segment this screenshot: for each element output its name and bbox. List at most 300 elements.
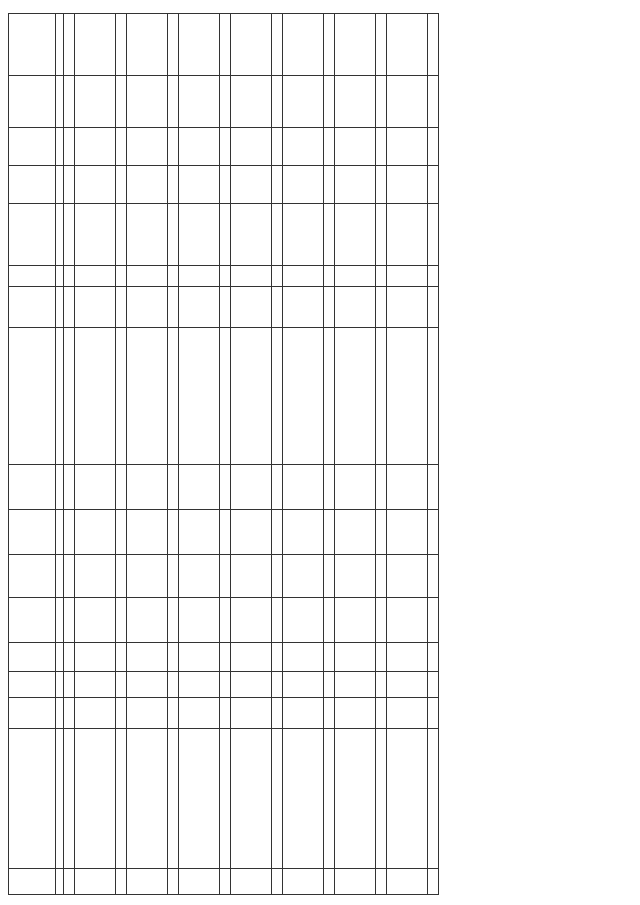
table-row [64, 14, 75, 895]
table-cell [376, 166, 387, 204]
table-cell [376, 643, 387, 671]
table-row [75, 14, 116, 895]
table-cell [179, 128, 220, 166]
table-cell [387, 697, 428, 728]
table-cell [387, 327, 428, 465]
column-header [9, 868, 56, 894]
table-cell [127, 555, 168, 598]
table-cell [168, 166, 179, 204]
table-cell [231, 555, 272, 598]
table-cell [387, 555, 428, 598]
table-cell [335, 166, 376, 204]
table-cell [75, 166, 116, 204]
table-cell [376, 728, 387, 868]
table-cell [179, 671, 220, 697]
table-cell [335, 465, 376, 510]
table-cell [64, 75, 75, 127]
table-cell [64, 697, 75, 728]
table-cell [220, 75, 231, 127]
table-cell [116, 14, 127, 76]
table-cell [283, 868, 324, 894]
table-cell [272, 728, 283, 868]
column-header [9, 287, 56, 327]
table-cell [64, 14, 75, 76]
table-cell [272, 671, 283, 697]
table-cell [220, 643, 231, 671]
table-cell [75, 75, 116, 127]
table-cell [116, 643, 127, 671]
column-header [9, 265, 56, 286]
column-number [56, 265, 64, 286]
table-cell [168, 671, 179, 697]
table-cell [387, 465, 428, 510]
table-cell [428, 510, 439, 555]
table-cell [428, 465, 439, 510]
column-header [9, 728, 56, 868]
column-header [9, 14, 56, 76]
table-cell [324, 14, 335, 76]
table-cell [168, 728, 179, 868]
table-cell [324, 510, 335, 555]
table-cell [324, 671, 335, 697]
table-cell [428, 128, 439, 166]
table-cell [231, 868, 272, 894]
table-cell [64, 555, 75, 598]
table-cell [324, 204, 335, 266]
column-header [9, 697, 56, 728]
table-cell [127, 697, 168, 728]
table-row [283, 14, 324, 895]
table-cell [387, 868, 428, 894]
table-cell [168, 555, 179, 598]
table-cell [428, 728, 439, 868]
table-cell [127, 465, 168, 510]
table-cell [127, 128, 168, 166]
table-cell [272, 75, 283, 127]
table-cell [376, 555, 387, 598]
table-cell [387, 265, 428, 286]
table-cell [64, 327, 75, 465]
table-cell [220, 598, 231, 643]
column-number [56, 598, 64, 643]
table-cell [283, 697, 324, 728]
table-cell [376, 868, 387, 894]
table-cell [168, 598, 179, 643]
table-cell [168, 265, 179, 286]
column-number-row [56, 14, 64, 895]
table-cell [335, 204, 376, 266]
table-cell [283, 465, 324, 510]
table-cell [376, 598, 387, 643]
table-cell [64, 265, 75, 286]
table-cell [75, 555, 116, 598]
table-cell [387, 598, 428, 643]
table-cell [168, 75, 179, 127]
table-cell [179, 728, 220, 868]
table-cell [324, 327, 335, 465]
table-cell [387, 287, 428, 327]
table-cell [324, 265, 335, 286]
table-cell [179, 697, 220, 728]
table-cell [428, 555, 439, 598]
table-cell [324, 128, 335, 166]
table-cell [179, 14, 220, 76]
table-cell [116, 287, 127, 327]
table-cell [376, 75, 387, 127]
table-cell [220, 510, 231, 555]
table-cell [335, 327, 376, 465]
table-cell [179, 75, 220, 127]
column-number [56, 510, 64, 555]
table-cell [324, 643, 335, 671]
table-cell [376, 287, 387, 327]
table-cell [283, 671, 324, 697]
table-cell [231, 287, 272, 327]
table-cell [127, 728, 168, 868]
table-cell [335, 697, 376, 728]
table-cell [168, 128, 179, 166]
table-cell [324, 166, 335, 204]
table-row [127, 14, 168, 895]
table-cell [179, 287, 220, 327]
table-cell [283, 598, 324, 643]
table-cell [75, 465, 116, 510]
table-cell [272, 598, 283, 643]
table-cell [75, 728, 116, 868]
table-cell [387, 128, 428, 166]
column-number [56, 128, 64, 166]
table-cell [220, 555, 231, 598]
table-cell [220, 287, 231, 327]
table-cell [116, 555, 127, 598]
table-cell [335, 728, 376, 868]
column-number [56, 75, 64, 127]
table-cell [116, 166, 127, 204]
table-cell [168, 697, 179, 728]
table-cell [283, 14, 324, 76]
table-cell [220, 128, 231, 166]
table-cell [231, 510, 272, 555]
table-cell [272, 643, 283, 671]
table-cell [376, 697, 387, 728]
table-cell [283, 75, 324, 127]
table-cell [428, 598, 439, 643]
table-cell [272, 166, 283, 204]
table-cell [64, 465, 75, 510]
table-cell [127, 14, 168, 76]
column-header [9, 598, 56, 643]
table-cell [64, 287, 75, 327]
table-cell [231, 265, 272, 286]
table-cell [75, 14, 116, 76]
table-cell [272, 204, 283, 266]
table-cell [272, 510, 283, 555]
table-cell [64, 728, 75, 868]
table-cell [428, 671, 439, 697]
table-cell [64, 128, 75, 166]
table-cell [179, 166, 220, 204]
table-cell [428, 868, 439, 894]
table-row [231, 14, 272, 895]
table-cell [283, 128, 324, 166]
table-cell [127, 598, 168, 643]
table-cell [335, 868, 376, 894]
table-cell [272, 128, 283, 166]
table-cell [231, 75, 272, 127]
table-cell [231, 728, 272, 868]
table-cell [387, 510, 428, 555]
table-cell [116, 327, 127, 465]
table-cell [127, 287, 168, 327]
column-number [56, 555, 64, 598]
table-cell [127, 671, 168, 697]
table-cell [116, 465, 127, 510]
table-cell [168, 868, 179, 894]
table-cell [272, 555, 283, 598]
table-row [272, 14, 283, 895]
table-cell [428, 204, 439, 266]
table-cell [231, 598, 272, 643]
table-cell [116, 510, 127, 555]
column-number [56, 465, 64, 510]
table-cell [75, 204, 116, 266]
table-cell [335, 287, 376, 327]
table-cell [231, 327, 272, 465]
table-cell [428, 75, 439, 127]
table-cell [231, 14, 272, 76]
table-cell [168, 465, 179, 510]
table-cell [220, 204, 231, 266]
table-cell [283, 287, 324, 327]
column-header [9, 204, 56, 266]
column-header [9, 555, 56, 598]
table-cell [127, 868, 168, 894]
table-cell [116, 75, 127, 127]
table-cell [283, 166, 324, 204]
table-cell [324, 728, 335, 868]
table-cell [335, 75, 376, 127]
table-cell [324, 697, 335, 728]
table-cell [127, 166, 168, 204]
table-cell [428, 287, 439, 327]
table-cell [75, 510, 116, 555]
table-cell [335, 14, 376, 76]
table-cell [179, 598, 220, 643]
table-cell [387, 643, 428, 671]
table-cell [272, 327, 283, 465]
table-cell [220, 671, 231, 697]
table-cell [272, 265, 283, 286]
column-header [9, 510, 56, 555]
table-body [64, 14, 439, 895]
table-cell [75, 327, 116, 465]
table-cell [272, 287, 283, 327]
table-cell [116, 598, 127, 643]
table-cell [116, 728, 127, 868]
table-cell [231, 697, 272, 728]
table-cell [335, 598, 376, 643]
table-row [324, 14, 335, 895]
table-cell [75, 643, 116, 671]
column-number [56, 287, 64, 327]
table-cell [335, 510, 376, 555]
column-number [56, 14, 64, 76]
table-cell [116, 868, 127, 894]
column-number [56, 643, 64, 671]
table-cell [428, 14, 439, 76]
table-cell [335, 555, 376, 598]
table-cell [376, 327, 387, 465]
table-cell [220, 327, 231, 465]
table-cell [220, 166, 231, 204]
column-header [9, 128, 56, 166]
column-number [56, 671, 64, 697]
table-cell [75, 697, 116, 728]
column-number [56, 166, 64, 204]
column-header [9, 166, 56, 204]
table-cell [283, 643, 324, 671]
table-cell [127, 643, 168, 671]
table-cell [283, 510, 324, 555]
table-cell [335, 643, 376, 671]
column-header [9, 327, 56, 465]
table-cell [179, 465, 220, 510]
table-cell [220, 868, 231, 894]
table-cell [335, 265, 376, 286]
table-cell [387, 75, 428, 127]
table-cell [168, 327, 179, 465]
table-row [220, 14, 231, 895]
table-cell [168, 287, 179, 327]
table-cell [376, 14, 387, 76]
table-cell [231, 465, 272, 510]
table-cell [324, 287, 335, 327]
table-row [376, 14, 387, 895]
table-cell [376, 465, 387, 510]
table-cell [272, 465, 283, 510]
table-cell [75, 128, 116, 166]
table-cell [64, 166, 75, 204]
table-cell [272, 14, 283, 76]
table-cell [75, 287, 116, 327]
table-cell [428, 166, 439, 204]
table-cell [283, 265, 324, 286]
table-cell [179, 643, 220, 671]
table-cell [272, 697, 283, 728]
table-cell [376, 128, 387, 166]
table-cell [220, 728, 231, 868]
column-header [9, 643, 56, 671]
table-cell [231, 128, 272, 166]
table-cell [64, 204, 75, 266]
column-number [56, 204, 64, 266]
table-cell [116, 265, 127, 286]
table-cell [127, 204, 168, 266]
table-cell [428, 697, 439, 728]
table-cell [283, 327, 324, 465]
table-cell [428, 327, 439, 465]
table-row [387, 14, 428, 895]
table-cell [168, 510, 179, 555]
repair-table [8, 13, 439, 895]
table-cell [64, 598, 75, 643]
table-cell [127, 75, 168, 127]
table-cell [64, 510, 75, 555]
table-row [335, 14, 376, 895]
table-cell [64, 643, 75, 671]
table-cell [324, 465, 335, 510]
table-cell [231, 643, 272, 671]
table-cell [220, 697, 231, 728]
table-cell [168, 14, 179, 76]
table-cell [220, 465, 231, 510]
table-cell [335, 128, 376, 166]
table-cell [75, 671, 116, 697]
column-number [56, 868, 64, 894]
column-number [56, 697, 64, 728]
table-cell [387, 204, 428, 266]
table-cell [127, 510, 168, 555]
table-cell [75, 868, 116, 894]
table-cell [283, 204, 324, 266]
repair-table-container [8, 13, 608, 895]
table-cell [116, 128, 127, 166]
table-cell [324, 598, 335, 643]
table-cell [387, 14, 428, 76]
table-cell [179, 265, 220, 286]
table-cell [324, 868, 335, 894]
table-cell [231, 671, 272, 697]
table-row [168, 14, 179, 895]
column-header [9, 671, 56, 697]
table-row [116, 14, 127, 895]
table-cell [387, 671, 428, 697]
table-cell [179, 204, 220, 266]
column-number [56, 728, 64, 868]
table-row [179, 14, 220, 895]
header-row [9, 14, 56, 895]
table-cell [376, 204, 387, 266]
table-cell [75, 265, 116, 286]
column-header [9, 75, 56, 127]
table-cell [231, 204, 272, 266]
table-cell [127, 327, 168, 465]
table-cell [64, 671, 75, 697]
table-cell [428, 265, 439, 286]
table-cell [231, 166, 272, 204]
table-row [428, 14, 439, 895]
table-cell [272, 868, 283, 894]
column-number [56, 327, 64, 465]
table-cell [324, 555, 335, 598]
table-cell [179, 555, 220, 598]
table-cell [376, 265, 387, 286]
table-cell [376, 671, 387, 697]
table-cell [179, 327, 220, 465]
column-header [9, 465, 56, 510]
table-cell [387, 728, 428, 868]
table-cell [75, 598, 116, 643]
table-cell [283, 555, 324, 598]
table-cell [127, 265, 168, 286]
table-cell [376, 510, 387, 555]
table-cell [220, 14, 231, 76]
table-cell [168, 204, 179, 266]
table-cell [283, 728, 324, 868]
table-cell [335, 671, 376, 697]
table-cell [220, 265, 231, 286]
table-cell [324, 75, 335, 127]
